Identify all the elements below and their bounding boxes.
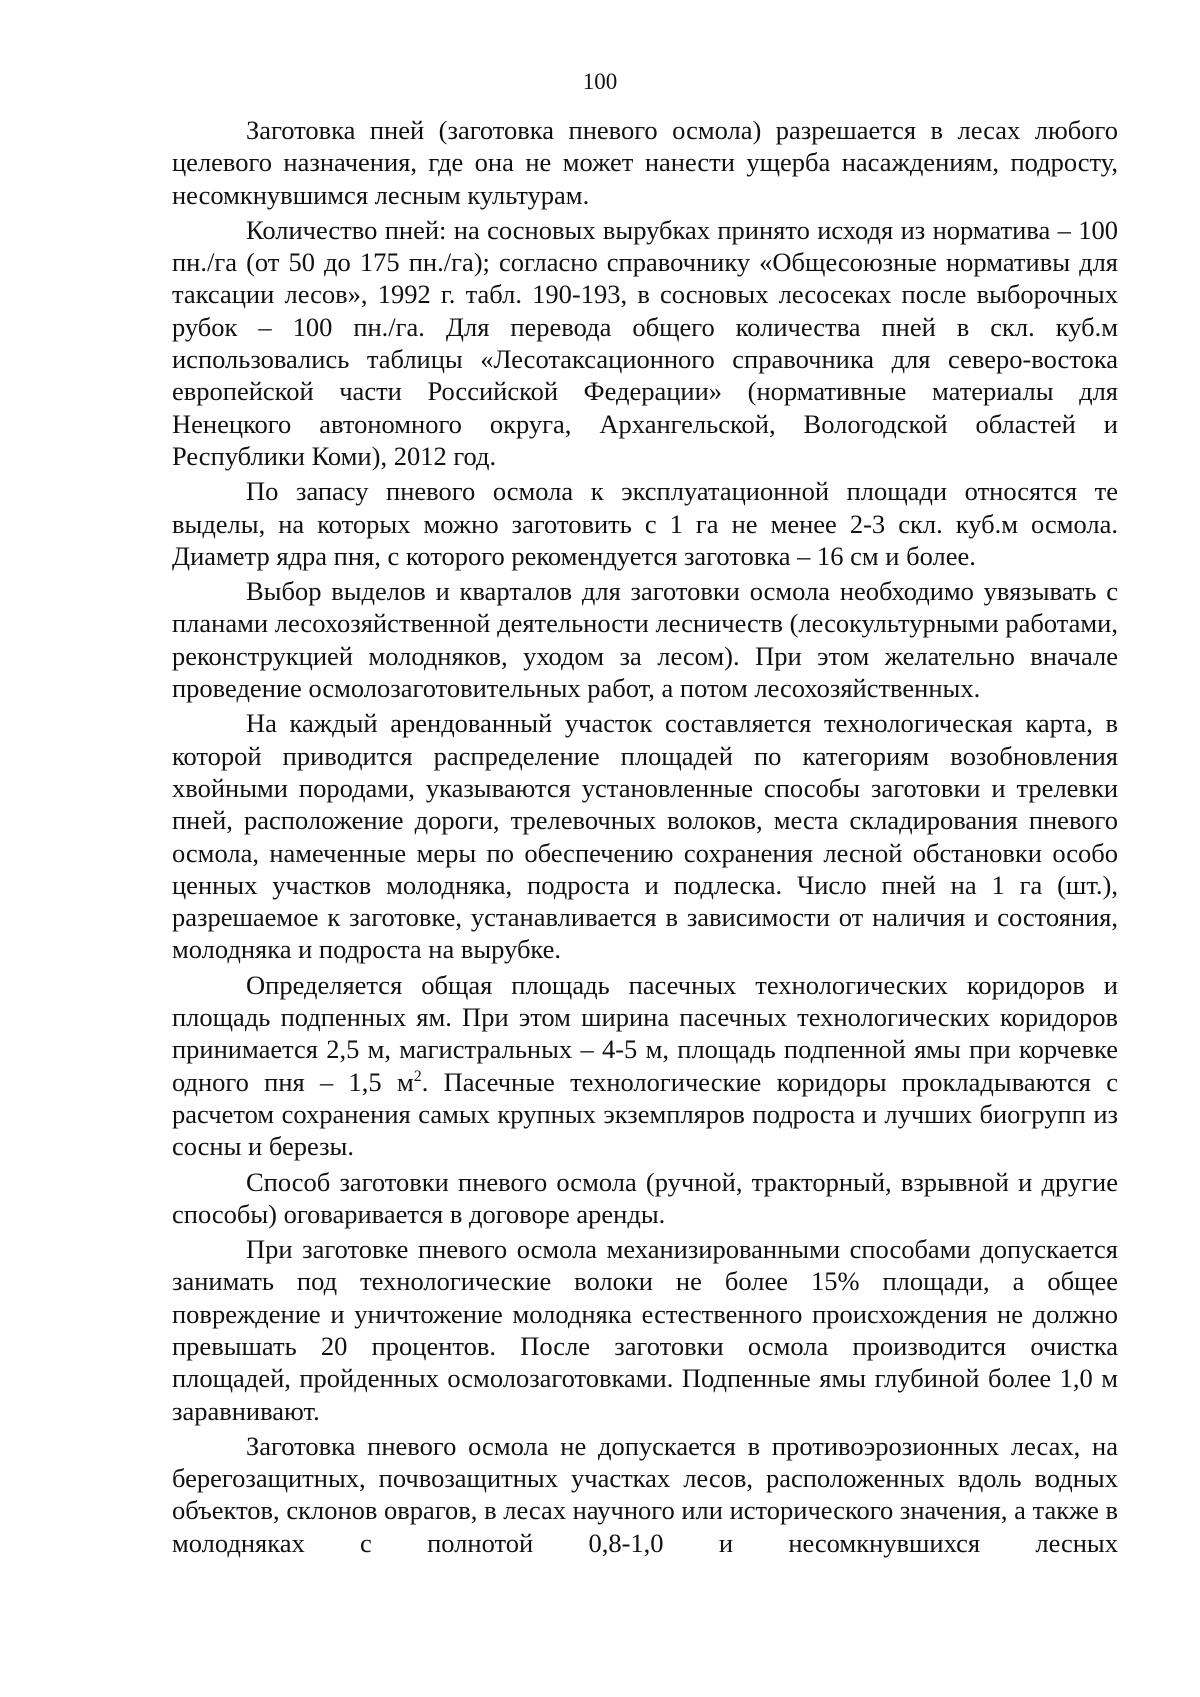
paragraph-technological-map: На каждый арендованный участок составляется технологическая карта, в которой приводится распределение площадей по категориям возобновления хвойными породами, указываются установленные способы заготовки и трелевки пней, расположение дороги, трелевочных волоков, места складирования пневого осмола, намеченные меры по обеспечению сохранения лесной обстановки особо ценных участков молодняка, подроста и подлеска. Число пней на 1 га (шт.), разрешаемое к заготовке, устанавливается в зависимости от наличия и состояния, молодняка и подроста на вырубке.	[172, 708, 1118, 965]
square-meter-superscript: 2	[413, 1067, 422, 1085]
paragraph-mechanized-harvesting: При заготовке пневого осмола механизированными способами допускается занимать под технологические волоки не более 15% площади, а общее повреждение и уничтожение молодняка естественного происхождения не должно превышать 20 процентов. После заготовки осмола производится очистка площадей, пройденных осмолозаготовками. Подпенные ямы глубиной более 1,0 м заравнивают.	[172, 1234, 1118, 1426]
page-number: 100	[582, 69, 618, 94]
paragraph-corridor-area	[172, 969, 1118, 1163]
corridor-area-text-start: Определяется общая площадь пасечных технологических коридоров и площадь подпенных ям. При этом ширина пасечных технологических коридоров принимается 2,5 м, магистральных – 4-5 м, площадь подпенной ямы при корчевке одного пня – 1,5 м	[172, 969, 1118, 1097]
paragraph-harvesting-prohibitions: Заготовка пневого осмола не допускается в противоэрозионных лесах, на берегозащитных, почвозащитных участках лесов, расположенных вдоль водных объектов, склонов оврагов, в лесах научного или исторического значения, а также в молодняках с полнотой 0,8-1,0 и несомкнувшихся лесных	[172, 1430, 1118, 1558]
paragraph-resin-stock: По запасу пневого осмола к эксплуатационной площади относятся те выделы, на которых можно заготовить с 1 га не менее 2-3 скл. куб.м осмола. Диаметр ядра пня, с которого рекомендуется заготовка – 16 см и более.	[172, 476, 1118, 571]
body-text	[172, 114, 1118, 1559]
corridor-area-text-end: . Пасечные технологические коридоры прокладываются с расчетом сохранения самых крупных экземпляров подроста и лучших биогрупп из сосны и березы.	[172, 1066, 1118, 1162]
paragraph-stump-harvesting-permission: Заготовка пней (заготовка пневого осмола) разрешается в лесах любого целевого назначения, где она не может нанести ущерба насаждениям, подросту, несомкнувшимся лесным культурам.	[172, 115, 1118, 210]
paragraph-quarter-selection: Выбор выделов и кварталов для заготовки осмола необходимо увязывать с планами лесохозяйственной деятельности лесничеств (лесокультурными работами, реконструкцией молодняков, уходом за лесом). При этом желательно вначале проведение осмолозаготовительных работ, а потом лесохозяйственных.	[172, 576, 1118, 704]
paragraph-stump-quantity: Количество пней: на сосновых вырубках принято исходя из норматива – 100 пн./га (от 50 до 175 пн./га); согласно справочнику «Общесоюзные нормативы для таксации лесов», 1992 г. табл. 190-193, в сосновых лесосеках после выборочных рубок – 100 пн./га. Для перевода общего количества пней в скл. куб.м использовались таблицы «Лесотаксационного справочника для северо-востока европейской части Российской Федерации» (нормативные материалы для Ненецкого автономного округа, Архангельской, Вологодской областей и Республики Коми), 2012 год.	[172, 214, 1118, 471]
paragraph-harvesting-method: Способ заготовки пневого осмола (ручной, тракторный, взрывной и другие способы) оговаривается в договоре аренды.	[172, 1166, 1118, 1229]
